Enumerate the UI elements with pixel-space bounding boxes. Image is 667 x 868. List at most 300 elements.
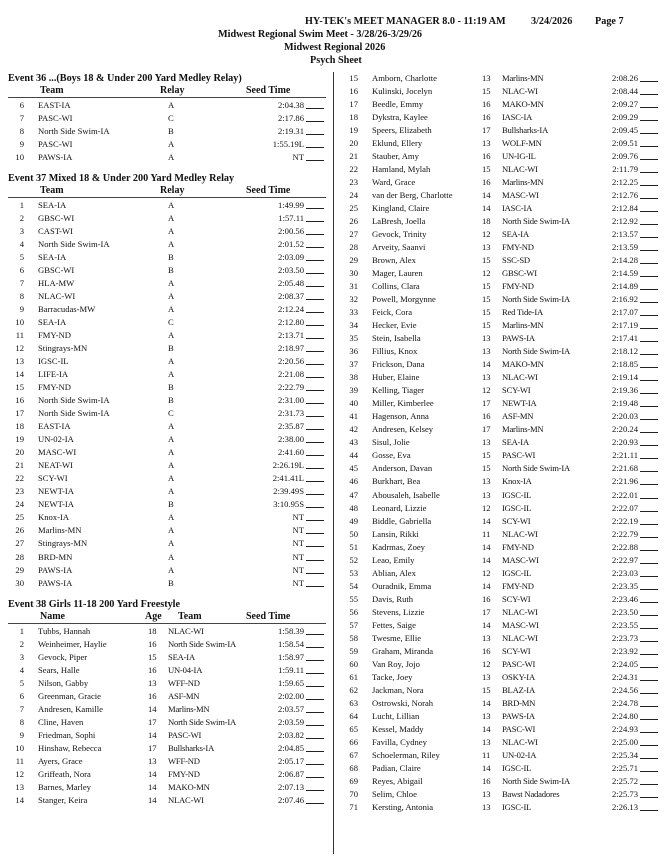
relay-entry-row bbox=[8, 316, 326, 329]
swimmer-entry-row bbox=[8, 690, 326, 703]
entry-seed-time: 2:22.79 bbox=[277, 382, 304, 393]
entry-team: FMY-ND bbox=[502, 242, 534, 253]
entry-seed-time: 2:11.79 bbox=[612, 164, 638, 175]
entry-team: UN-02-IA bbox=[502, 749, 537, 760]
entry-seed-time: 1:59.11 bbox=[278, 664, 304, 675]
swimmer-name: Van Roy, Jojo bbox=[372, 658, 420, 669]
entry-team: Stingrays-MN bbox=[38, 538, 88, 549]
swimmer-entry-row bbox=[342, 762, 660, 775]
swimmer-age: 15 bbox=[482, 463, 491, 474]
swimmer-entry-row bbox=[342, 267, 660, 280]
entry-seed-time: 1:49.99 bbox=[277, 200, 304, 211]
entry-team: SCY-WI bbox=[502, 593, 531, 604]
swimmer-age: 14 bbox=[482, 541, 491, 552]
entry-seed-time: 2:09.29 bbox=[611, 112, 638, 123]
entry-seed-time: 2:13.71 bbox=[277, 330, 304, 341]
finals-time-blank bbox=[306, 803, 324, 804]
finals-time-blank bbox=[306, 108, 324, 109]
entry-team: Marlins-MN bbox=[38, 525, 82, 536]
entry-seed-time: 2:14.89 bbox=[611, 281, 638, 292]
entry-team: North Side Swim-IA bbox=[168, 638, 237, 649]
swimmer-entry-row bbox=[342, 228, 660, 241]
entry-team: Marlins-MN bbox=[502, 424, 544, 435]
swimmer-name: Powell, Morgynne bbox=[372, 294, 436, 305]
entry-team: SEA-IA bbox=[168, 651, 195, 662]
entry-team: SEA-IA bbox=[38, 317, 67, 328]
swimmer-entry-row bbox=[342, 241, 660, 254]
swimmer-name: Favilla, Cydney bbox=[372, 736, 427, 747]
entry-team: PAWS-IA bbox=[38, 564, 73, 575]
entry-team: SCY-WI bbox=[502, 515, 531, 526]
swimmer-entry-row bbox=[8, 664, 326, 677]
entry-seed-time: 2:31.73 bbox=[277, 408, 304, 419]
finals-time-blank bbox=[306, 147, 324, 148]
entry-team: MASC-WI bbox=[502, 190, 539, 201]
entry-team: IGSC-IL bbox=[502, 801, 532, 812]
entry-rank: 3 bbox=[19, 226, 24, 237]
swimmer-name: Hagenson, Anna bbox=[372, 411, 429, 422]
entry-seed-time: 2:09.27 bbox=[611, 99, 638, 110]
finals-time-blank bbox=[640, 120, 658, 121]
entry-team: IASC-IA bbox=[502, 203, 533, 214]
swimmer-name: Collins, Clara bbox=[372, 281, 420, 292]
swimmer-entry-row bbox=[342, 124, 660, 137]
swimmer-name: Reyes, Abigail bbox=[372, 775, 423, 786]
entry-seed-time: 2:13.57 bbox=[611, 229, 638, 240]
swimmer-name: Kingland, Claire bbox=[372, 203, 430, 214]
event-36-rows bbox=[8, 99, 326, 164]
swimmer-name: Feick, Cora bbox=[372, 307, 413, 318]
finals-time-blank bbox=[640, 458, 658, 459]
entry-team: NLAC-WI bbox=[502, 606, 538, 617]
entry-rank: 35 bbox=[349, 333, 358, 344]
entry-rank: 32 bbox=[349, 294, 358, 305]
entry-seed-time: 2:08.37 bbox=[277, 291, 304, 302]
entry-relay: A bbox=[168, 239, 175, 250]
entry-seed-time: 2:22.01 bbox=[611, 489, 638, 500]
finals-time-blank bbox=[640, 263, 658, 264]
entry-rank: 24 bbox=[15, 499, 24, 510]
software-label: HY-TEK's MEET MANAGER 8.0 - 11:19 AM bbox=[305, 16, 506, 27]
entry-seed-time: 2:41.41L bbox=[272, 473, 304, 484]
entry-relay: A bbox=[168, 226, 175, 237]
entry-seed-time: 2:23.92 bbox=[611, 645, 638, 656]
entry-relay: A bbox=[168, 473, 175, 484]
relay-entry-row bbox=[8, 225, 326, 238]
entry-seed-time: 2:13.59 bbox=[611, 242, 638, 253]
swimmer-name: Kessel, Maddy bbox=[372, 723, 424, 734]
event-37-title: Event 37 Mixed 18 & Under 200 Yard Medley Relay bbox=[8, 173, 235, 185]
entry-team: LIFE-IA bbox=[38, 369, 69, 380]
entry-rank: 33 bbox=[349, 307, 358, 318]
swimmer-name: Padian, Claire bbox=[372, 762, 421, 773]
swimmer-name: Leonard, Lizzie bbox=[372, 502, 427, 513]
entry-team: SCY-WI bbox=[502, 385, 531, 396]
swimmer-age: 16 bbox=[148, 690, 157, 701]
swimmer-name: Barnes, Marley bbox=[38, 781, 91, 792]
entry-team: North Side Swim-IA bbox=[38, 408, 110, 419]
entry-seed-time: 2:18.97 bbox=[277, 343, 304, 354]
swimmer-age: 15 bbox=[148, 651, 157, 662]
meet-title: Midwest Regional Swim Meet - 3/28/26-3/29/26 bbox=[218, 29, 423, 40]
col-seed: Seed Time bbox=[246, 610, 291, 622]
entry-seed-time: 2:20.03 bbox=[611, 411, 638, 422]
swimmer-name: Schoelerman, Riley bbox=[372, 749, 440, 760]
swimmer-age: 13 bbox=[482, 632, 491, 643]
swimmer-name: Brown, Alex bbox=[372, 255, 416, 266]
finals-time-blank bbox=[640, 198, 658, 199]
page-number: Page 7 bbox=[595, 16, 624, 27]
finals-time-blank bbox=[640, 758, 658, 759]
finals-time-blank bbox=[640, 237, 658, 238]
entry-seed-time: 2:12.80 bbox=[277, 317, 304, 328]
swimmer-age: 12 bbox=[482, 658, 491, 669]
relay-entry-row bbox=[8, 551, 326, 564]
swimmer-entry-row bbox=[342, 684, 660, 697]
entry-seed-time: 2:09.45 bbox=[611, 125, 638, 136]
entry-team: PAWS-IA bbox=[502, 710, 535, 721]
swimmer-name: LaBresh, Joella bbox=[372, 216, 426, 227]
finals-time-blank bbox=[640, 419, 658, 420]
finals-time-blank bbox=[640, 667, 658, 668]
entry-rank: 53 bbox=[349, 567, 358, 578]
entry-seed-time: 2:08.44 bbox=[611, 86, 638, 97]
entry-rank: 9 bbox=[19, 304, 24, 315]
finals-time-blank bbox=[640, 537, 658, 538]
finals-time-blank bbox=[640, 107, 658, 108]
swimmer-age: 17 bbox=[148, 742, 157, 753]
swimmer-entry-row bbox=[342, 111, 660, 124]
swimmer-entry-row bbox=[342, 215, 660, 228]
entry-rank: 71 bbox=[349, 801, 358, 812]
swimmer-age: 12 bbox=[482, 268, 491, 279]
finals-time-blank bbox=[306, 546, 324, 547]
swimmer-age: 13 bbox=[482, 489, 491, 500]
swimmer-age: 17 bbox=[482, 398, 491, 409]
swimmer-entry-row bbox=[342, 319, 660, 332]
swimmer-entry-row bbox=[342, 502, 660, 515]
swimmer-age: 13 bbox=[482, 710, 491, 721]
finals-time-blank bbox=[640, 641, 658, 642]
entry-rank: 40 bbox=[349, 398, 358, 409]
entry-seed-time: NT bbox=[292, 512, 304, 523]
event-36-title: Event 36 ...(Boys 18 & Under 200 Yard Medley Relay) bbox=[8, 73, 242, 84]
swimmer-age: 18 bbox=[148, 625, 157, 636]
entry-seed-time: 2:25.00 bbox=[611, 736, 638, 747]
swimmer-entry-row bbox=[8, 742, 326, 755]
swimmer-age: 13 bbox=[482, 138, 491, 149]
entry-rank: 39 bbox=[349, 385, 358, 396]
entry-seed-time: 2:35.87 bbox=[277, 421, 304, 432]
finals-time-blank bbox=[640, 133, 658, 134]
entry-rank: 54 bbox=[349, 580, 358, 591]
finals-time-blank bbox=[640, 302, 658, 303]
entry-seed-time: 2:01.52 bbox=[277, 239, 304, 250]
entry-relay: A bbox=[168, 538, 175, 549]
entry-seed-time: 2:06.87 bbox=[277, 768, 304, 779]
entry-team: Marlins-MN bbox=[502, 177, 544, 188]
swimmer-age: 14 bbox=[148, 794, 157, 805]
relay-entry-row bbox=[8, 577, 326, 590]
finals-time-blank bbox=[306, 777, 324, 778]
col-relay: Relay bbox=[160, 85, 185, 96]
relay-entry-row bbox=[8, 524, 326, 537]
swimmer-age: 14 bbox=[482, 580, 491, 591]
entry-rank: 56 bbox=[349, 606, 358, 617]
entry-relay: A bbox=[168, 291, 175, 302]
entry-team: NLAC-WI bbox=[502, 528, 538, 539]
swimmer-age: 15 bbox=[482, 281, 491, 292]
swimmer-name: Tacke, Joey bbox=[372, 671, 413, 682]
entry-relay: B bbox=[168, 499, 174, 510]
entry-seed-time: 2:39.49S bbox=[273, 486, 304, 497]
entry-team: PASC-WI bbox=[168, 729, 202, 740]
entry-team: North Side Swim-IA bbox=[502, 346, 571, 357]
swimmer-age: 16 bbox=[482, 112, 491, 123]
entry-team: SSC-SD bbox=[502, 255, 530, 266]
entry-seed-time: 2:24.80 bbox=[611, 710, 638, 721]
finals-time-blank bbox=[640, 719, 658, 720]
right-column bbox=[342, 72, 660, 814]
swimmer-name: Burkhart, Bea bbox=[372, 476, 421, 487]
finals-time-blank bbox=[306, 481, 324, 482]
swimmer-name: Fettes, Saige bbox=[372, 619, 416, 630]
finals-time-blank bbox=[306, 494, 324, 495]
entry-rank: 25 bbox=[15, 512, 24, 523]
entry-team: NLAC-WI bbox=[168, 625, 204, 636]
entry-seed-time: 2:16.92 bbox=[611, 294, 638, 305]
swimmer-age: 17 bbox=[482, 424, 491, 435]
entry-seed-time: 2:14.28 bbox=[611, 255, 638, 266]
relay-entry-row bbox=[8, 355, 326, 368]
swimmer-age: 13 bbox=[482, 671, 491, 682]
entry-rank: 68 bbox=[349, 762, 358, 773]
entry-team: UN-04-IA bbox=[168, 664, 203, 675]
entry-team: IGSC-IL bbox=[502, 489, 532, 500]
swimmer-entry-row bbox=[342, 475, 660, 488]
entry-team: PASC-WI bbox=[38, 113, 73, 124]
entry-rank: 2 bbox=[19, 638, 24, 649]
entry-rank: 12 bbox=[15, 343, 24, 354]
entry-rank: 18 bbox=[349, 112, 358, 123]
entry-seed-time: 2:19.36 bbox=[611, 385, 638, 396]
entry-rank: 6 bbox=[19, 690, 24, 701]
entry-team: WOLF-MN bbox=[502, 138, 542, 149]
finals-time-blank bbox=[640, 693, 658, 694]
swimmer-name: Speers, Elizabeth bbox=[372, 125, 432, 136]
entry-rank: 1 bbox=[19, 200, 24, 211]
event-38-rows-right bbox=[342, 72, 660, 814]
entry-rank: 8 bbox=[19, 126, 24, 137]
entry-rank: 9 bbox=[19, 139, 24, 150]
entry-seed-time: 2:23.50 bbox=[611, 606, 638, 617]
entry-seed-time: 2:09.76 bbox=[611, 151, 638, 162]
entry-seed-time: 2:24.31 bbox=[611, 671, 638, 682]
finals-time-blank bbox=[640, 185, 658, 186]
entry-seed-time: 2:03.82 bbox=[277, 729, 304, 740]
swimmer-age: 13 bbox=[482, 476, 491, 487]
finals-time-blank bbox=[640, 589, 658, 590]
finals-time-blank bbox=[306, 686, 324, 687]
swimmer-entry-row bbox=[342, 397, 660, 410]
finals-time-blank bbox=[306, 634, 324, 635]
entry-relay: A bbox=[168, 551, 175, 562]
event-38-header bbox=[8, 611, 326, 624]
entry-seed-time: 2:24.56 bbox=[611, 684, 638, 695]
entry-team: NLAC-WI bbox=[168, 794, 204, 805]
sheet-title: Psych Sheet bbox=[310, 55, 362, 66]
swimmer-entry-row bbox=[342, 371, 660, 384]
swimmer-name: Leao, Emily bbox=[372, 554, 415, 565]
swimmer-age: 11 bbox=[482, 749, 491, 760]
swimmer-age: 16 bbox=[148, 664, 157, 675]
entry-team: PAWS-IA bbox=[502, 333, 535, 344]
entry-team: NLAC-WI bbox=[502, 372, 538, 383]
entry-rank: 16 bbox=[349, 86, 358, 97]
entry-rank: 45 bbox=[349, 463, 358, 474]
entry-relay: B bbox=[168, 252, 174, 263]
entry-team: North Side Swim-IA bbox=[38, 126, 110, 137]
entry-seed-time: 2:12.92 bbox=[611, 216, 638, 227]
swimmer-age: 12 bbox=[482, 229, 491, 240]
entry-rank: 42 bbox=[349, 424, 358, 435]
swimmer-name: Davis, Ruth bbox=[372, 593, 414, 604]
entry-team: EAST-IA bbox=[38, 421, 71, 432]
swimmer-name: Stauber, Amy bbox=[372, 151, 419, 162]
finals-time-blank bbox=[306, 208, 324, 209]
entry-team: MASC-WI bbox=[502, 554, 539, 565]
finals-time-blank bbox=[640, 576, 658, 577]
finals-time-blank bbox=[640, 524, 658, 525]
entry-rank: 13 bbox=[15, 781, 24, 792]
entry-rank: 31 bbox=[349, 281, 358, 292]
entry-team: IGSC-IL bbox=[502, 762, 532, 773]
swimmer-name: Lansin, Rikki bbox=[372, 528, 419, 539]
entry-seed-time: 2:22.88 bbox=[611, 541, 638, 552]
finals-time-blank bbox=[306, 673, 324, 674]
event-38-title: Event 38 Girls 11-18 200 Yard Freestyle bbox=[8, 598, 181, 610]
finals-time-blank bbox=[306, 390, 324, 391]
entry-rank: 1 bbox=[19, 625, 24, 636]
swimmer-entry-row bbox=[342, 632, 660, 645]
relay-entry-row bbox=[8, 537, 326, 550]
entry-seed-time: 2:17.19 bbox=[611, 320, 638, 331]
entry-relay: A bbox=[168, 434, 175, 445]
entry-seed-time: 1:58.39 bbox=[277, 625, 304, 636]
entry-seed-time: 2:17.86 bbox=[277, 113, 304, 124]
entry-rank: 65 bbox=[349, 723, 358, 734]
swimmer-age: 13 bbox=[482, 333, 491, 344]
entry-relay: B bbox=[168, 343, 174, 354]
swimmer-age: 13 bbox=[148, 677, 157, 688]
swimmer-name: Ablian, Alex bbox=[372, 567, 416, 578]
entry-rank: 19 bbox=[349, 125, 358, 136]
column-divider bbox=[333, 72, 334, 854]
entry-team: Red Tide-IA bbox=[502, 307, 544, 318]
swimmer-name: Mager, Lauren bbox=[372, 268, 423, 279]
entry-rank: 37 bbox=[349, 359, 358, 370]
entry-team: Knox-IA bbox=[38, 512, 70, 523]
finals-time-blank bbox=[640, 380, 658, 381]
entry-seed-time: 2:12.76 bbox=[611, 190, 638, 201]
swimmer-entry-row bbox=[8, 651, 326, 664]
entry-team: NLAC-WI bbox=[502, 736, 538, 747]
entry-rank: 64 bbox=[349, 710, 358, 721]
entry-rank: 18 bbox=[15, 421, 24, 432]
entry-seed-time: 2:23.55 bbox=[611, 619, 638, 630]
finals-time-blank bbox=[306, 560, 324, 561]
entry-seed-time: 2:21.11 bbox=[612, 450, 638, 461]
entry-rank: 6 bbox=[19, 265, 24, 276]
entry-seed-time: 2:23.46 bbox=[611, 593, 638, 604]
finals-time-blank bbox=[640, 211, 658, 212]
entry-team: NEWT-IA bbox=[38, 499, 74, 510]
swimmer-entry-row bbox=[342, 788, 660, 801]
entry-rank: 29 bbox=[349, 255, 358, 266]
finals-time-blank bbox=[640, 511, 658, 512]
swimmer-name: Hamland, Mylah bbox=[372, 164, 431, 175]
swimmer-entry-row bbox=[8, 703, 326, 716]
swimmer-age: 14 bbox=[148, 729, 157, 740]
entry-team: NLAC-WI bbox=[502, 86, 538, 97]
swimmer-name: Huber, Elaine bbox=[372, 372, 420, 383]
entry-seed-time: 2:38.00 bbox=[277, 434, 304, 445]
entry-seed-time: 2:21.68 bbox=[611, 463, 638, 474]
swimmer-age: 14 bbox=[482, 619, 491, 630]
entry-rank: 11 bbox=[15, 755, 24, 766]
entry-team: PASC-WI bbox=[502, 723, 536, 734]
swimmer-entry-row bbox=[342, 449, 660, 462]
entry-rank: 10 bbox=[15, 317, 24, 328]
swimmer-name: Friedman, Sophi bbox=[38, 729, 96, 740]
swimmer-age: 14 bbox=[148, 703, 157, 714]
entry-rank: 27 bbox=[349, 229, 358, 240]
entry-rank: 46 bbox=[349, 476, 358, 487]
finals-time-blank bbox=[640, 393, 658, 394]
entry-seed-time: 2:03.57 bbox=[277, 703, 304, 714]
entry-seed-time: 2:07.46 bbox=[277, 794, 304, 805]
entry-seed-time: 2:05.48 bbox=[277, 278, 304, 289]
swimmer-name: Greenman, Gracie bbox=[38, 690, 101, 701]
finals-time-blank bbox=[640, 680, 658, 681]
swimmer-age: 14 bbox=[482, 723, 491, 734]
swimmer-age: 15 bbox=[482, 164, 491, 175]
entry-seed-time: 2:24.78 bbox=[611, 697, 638, 708]
swimmer-entry-row bbox=[342, 410, 660, 423]
swimmer-age: 16 bbox=[482, 151, 491, 162]
finals-time-blank bbox=[640, 445, 658, 446]
entry-seed-time: 2:12.24 bbox=[277, 304, 304, 315]
finals-time-blank bbox=[306, 160, 324, 161]
finals-time-blank bbox=[306, 403, 324, 404]
finals-time-blank bbox=[306, 312, 324, 313]
entry-team: Barracudas-MW bbox=[38, 304, 96, 315]
entry-rank: 67 bbox=[349, 749, 358, 760]
entry-team: GBSC-WI bbox=[502, 268, 537, 279]
entry-rank: 6 bbox=[19, 100, 24, 110]
swimmer-name: Beedle, Emmy bbox=[372, 99, 424, 110]
finals-time-blank bbox=[306, 351, 324, 352]
finals-time-blank bbox=[640, 471, 658, 472]
swimmer-age: 16 bbox=[482, 775, 491, 786]
swimmer-entry-row bbox=[342, 606, 660, 619]
entry-relay: A bbox=[168, 356, 175, 367]
swimmer-name: Stevens, Lizzie bbox=[372, 606, 425, 617]
swimmer-name: Anderson, Davan bbox=[372, 463, 433, 474]
entry-rank: 20 bbox=[349, 138, 358, 149]
entry-team: FMY-ND bbox=[38, 330, 71, 341]
relay-entry-row bbox=[8, 420, 326, 433]
